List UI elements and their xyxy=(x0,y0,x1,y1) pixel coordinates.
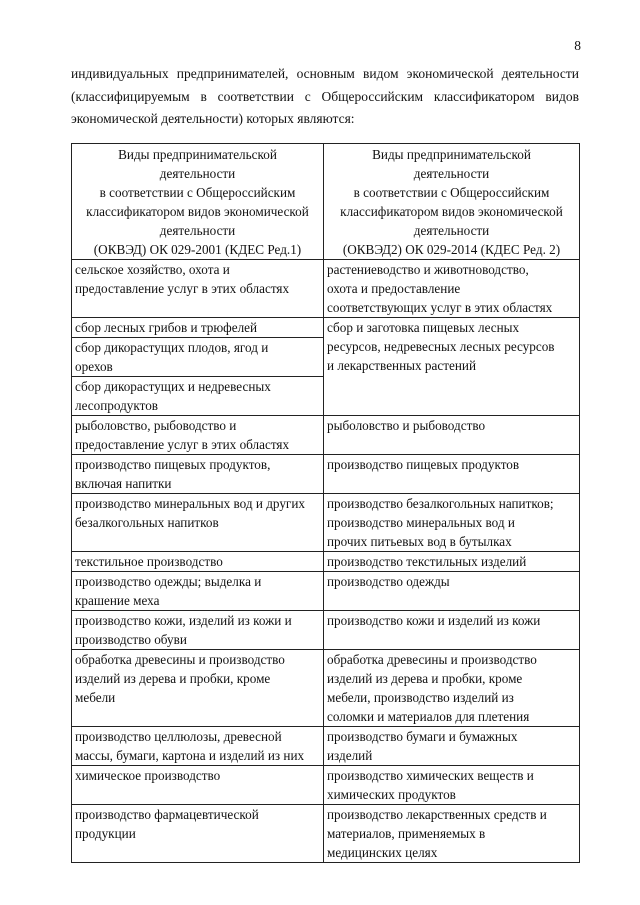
activity-types-table xyxy=(71,143,580,863)
intro-paragraph xyxy=(71,63,579,131)
table-row xyxy=(72,805,580,863)
table-row xyxy=(72,416,580,455)
cell-okved2-2014: производство кожи и изделий из кожи xyxy=(324,611,580,650)
cell-okved2-2014: производство пищевых продуктов xyxy=(324,455,580,494)
cell-okved-2001: сбор дикорастущих и недревесных лесопродуктов xyxy=(72,377,324,416)
table-row xyxy=(72,650,580,727)
table-body xyxy=(72,260,580,863)
cell-okved2-2014: сбор и заготовка пищевых лесных ресурсов, недревесных лесных ресурсов и лекарственных растений xyxy=(324,318,580,416)
cell-okved-2001: текстильное производство xyxy=(72,552,324,572)
cell-okved2-2014: растениеводство и животноводство, охота и предоставление соответствующих услуг в этих областях xyxy=(324,260,580,318)
cell-okved-2001: рыболовство, рыбоводство и предоставление услуг в этих областях xyxy=(72,416,324,455)
header-okved-2001: Виды предпринимательской деятельности в соответствии с Общероссийским классификатором видов экономической деятельности (ОКВЭД) ОК 029-2001 (КДЕС Ред.1) xyxy=(72,144,324,260)
table-row xyxy=(72,494,580,552)
table-header-row xyxy=(72,144,580,260)
table-row xyxy=(72,552,580,572)
cell-okved2-2014: производство химических веществ и химических продуктов xyxy=(324,766,580,805)
cell-okved-2001: сбор дикорастущих плодов, ягод и орехов xyxy=(72,338,324,377)
cell-okved2-2014: производство текстильных изделий xyxy=(324,552,580,572)
table-row xyxy=(72,611,580,650)
cell-okved-2001: производство пищевых продуктов, включая напитки xyxy=(72,455,324,494)
cell-okved2-2014: производство бумаги и бумажных изделий xyxy=(324,727,580,766)
cell-okved-2001: обработка древесины и производство изделий из дерева и пробки, кроме мебели xyxy=(72,650,324,727)
cell-okved2-2014: обработка древесины и производство изделий из дерева и пробки, кроме мебели, производство изделий из соломки и материалов для плетения xyxy=(324,650,580,727)
table-row xyxy=(72,455,580,494)
cell-okved-2001: производство минеральных вод и других безалкогольных напитков xyxy=(72,494,324,552)
table-row xyxy=(72,727,580,766)
cell-okved2-2014: производство одежды xyxy=(324,572,580,611)
cell-okved2-2014: рыболовство и рыбоводство xyxy=(324,416,580,455)
cell-okved-2001: сбор лесных грибов и трюфелей xyxy=(72,318,324,338)
cell-okved-2001: производство целлюлозы, древесной массы, бумаги, картона и изделий из них xyxy=(72,727,324,766)
cell-okved2-2014: производство безалкогольных напитков; производство минеральных вод и прочих питьевых вод в бутылках xyxy=(324,494,580,552)
table-row xyxy=(72,766,580,805)
cell-okved-2001: химическое производство xyxy=(72,766,324,805)
header-okved2-2014: Виды предпринимательской деятельности в соответствии с Общероссийским классификатором видов экономической деятельности (ОКВЭД2) ОК 029-2014 (КДЕС Ред. 2) xyxy=(324,144,580,260)
cell-okved-2001: производство кожи, изделий из кожи и производство обуви xyxy=(72,611,324,650)
cell-okved-2001: производство фармацевтической продукции xyxy=(72,805,324,863)
intro-line: экономической деятельности) которых являются: xyxy=(71,111,355,126)
table-row xyxy=(72,572,580,611)
cell-okved2-2014: производство лекарственных средств и материалов, применяемых в медицинских целях xyxy=(324,805,580,863)
table-row xyxy=(72,260,580,318)
intro-line: индивидуальных предпринимателей, основным видом экономической деятельности xyxy=(71,66,579,81)
page-number: 8 xyxy=(574,38,581,53)
intro-line: (классифицируемым в соответствии с Общероссийским классификатором видов xyxy=(71,88,579,104)
cell-okved-2001: сельское хозяйство, охота и предоставление услуг в этих областях xyxy=(72,260,324,318)
table-row xyxy=(72,318,580,338)
cell-okved-2001: производство одежды; выделка и крашение меха xyxy=(72,572,324,611)
